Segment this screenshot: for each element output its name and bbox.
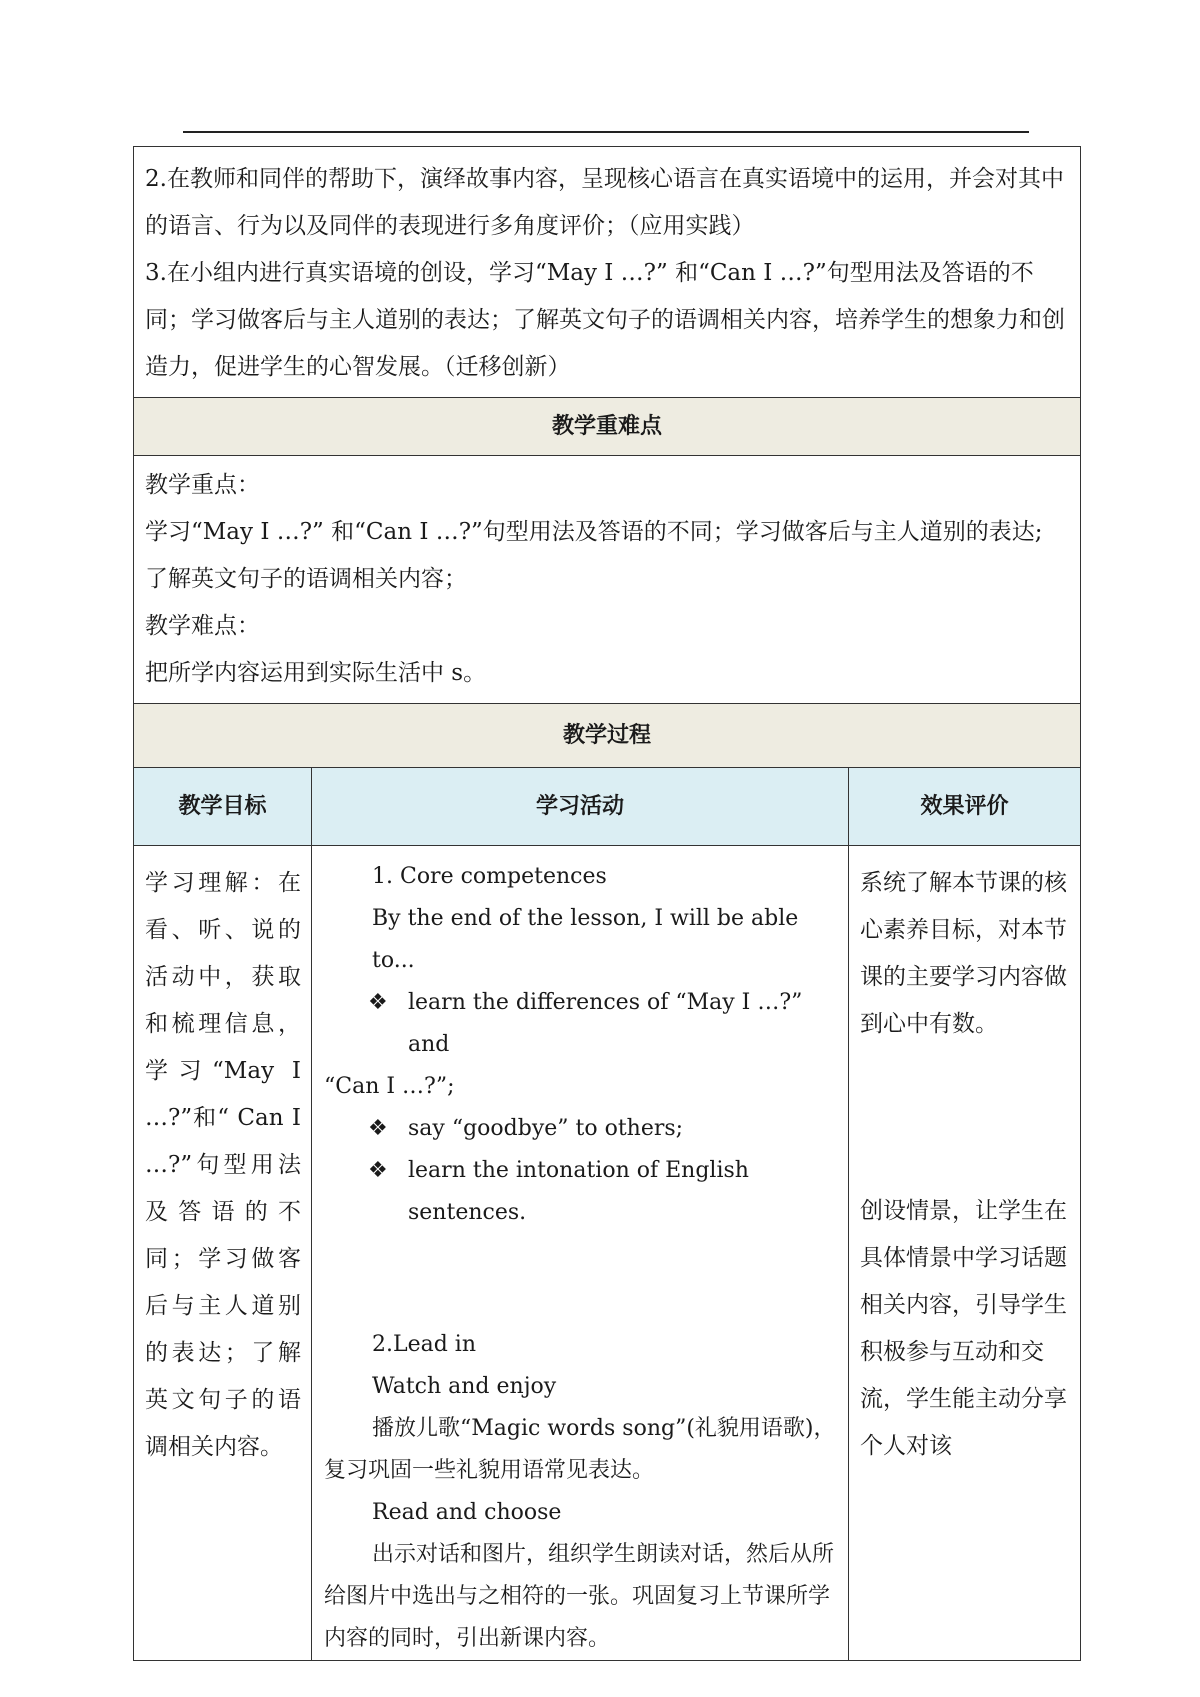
- objective-item-3: 3.在小组内进行真实语境的创设，学习“May I …?” 和“Can I …?”句型用法及答语的不同；学习做客后与主人道别的表达；了解英文句子的语调相关内容，培养学生的想象力和创造力，促进学生的心智发展。（迁移创新）: [145, 260, 1065, 380]
- bullet-icon: ❖: [368, 1116, 388, 1141]
- bullet-text: learn the differences of “May I …?” and: [408, 990, 803, 1057]
- evaluation-text-2: 创设情景，让学生在具体情景中学习话题相关内容，引导学生积极参与互动和交流，学生能主动分享个人对该: [860, 1198, 1067, 1459]
- header-rule: [183, 131, 1029, 133]
- column-header-goal: 教学目标: [134, 768, 312, 846]
- process-header-row: [134, 704, 1081, 768]
- lead-in-title: 2.Lead in: [372, 1332, 477, 1357]
- column-header-row: [134, 768, 1081, 846]
- goal-text: 学习理解：在看、听、说的活动中，获取和梳理信息，学习“May I …?”和“ Can I …?”句型用法及答语的不同；学习做客后与主人道别的表达；了解英文句子的语调相关内容。: [145, 870, 301, 1460]
- difficulty-label: 教学难点：: [145, 613, 260, 639]
- bullet-text: say “goodbye” to others;: [408, 1116, 684, 1141]
- evaluation-text-1: 系统了解本节课的核心素养目标，对本节课的主要学习内容做到心中有数。: [860, 870, 1067, 1037]
- read-title: Read and choose: [372, 1500, 562, 1525]
- objectives-row: [134, 147, 1081, 398]
- bullet-item: [324, 1108, 838, 1150]
- read-text: 出示对话和图片，组织学生朗读对话，然后从所给图片中选出与之相符的一张。巩固复习上节课所学内容的同时，引出新课内容。: [324, 1542, 835, 1651]
- lesson-plan-table: [133, 146, 1081, 1661]
- core-title: 1. Core competences: [372, 864, 607, 889]
- core-intro: By the end of the lesson, I will be able to...: [372, 906, 799, 973]
- key-points-row: [134, 456, 1081, 704]
- goal-cell: [134, 846, 312, 1661]
- watch-title: Watch and enjoy: [372, 1374, 557, 1399]
- bullet-text: learn the intonation of English sentences.: [408, 1158, 749, 1225]
- watch-text: 播放儿歌“Magic words song”(礼貌用语歌)，复习巩固一些礼貌用语常见表达。: [324, 1416, 836, 1483]
- difficulty-text: 把所学内容运用到实际生活中 s。: [145, 660, 487, 686]
- bullet-item: [324, 982, 838, 1066]
- bullet-item: [324, 1150, 838, 1234]
- bullet-text-continued: “Can I …?”;: [324, 1074, 455, 1099]
- bullet-icon: ❖: [368, 990, 388, 1015]
- evaluation-cell: [849, 846, 1081, 1661]
- process-row: [134, 846, 1081, 1661]
- column-header-evaluation: 效果评价: [849, 768, 1081, 846]
- bullet-icon: ❖: [368, 1158, 388, 1183]
- activity-cell: [312, 846, 849, 1661]
- focus-text: 学习“May I …?” 和“Can I …?”句型用法及答语的不同；学习做客后与主人道别的表达; 了解英文句子的语调相关内容；: [145, 519, 1043, 592]
- key-points-header-row: [134, 398, 1081, 456]
- key-points-header: 教学重难点: [134, 398, 1081, 456]
- process-header: 教学过程: [134, 704, 1081, 768]
- focus-label: 教学重点：: [145, 472, 260, 498]
- objective-item-2: 2.在教师和同伴的帮助下，演绎故事内容，呈现核心语言在真实语境中的运用，并会对其中的语言、行为以及同伴的表现进行多角度评价；（应用实践）: [145, 166, 1064, 239]
- column-header-activity: 学习活动: [312, 768, 849, 846]
